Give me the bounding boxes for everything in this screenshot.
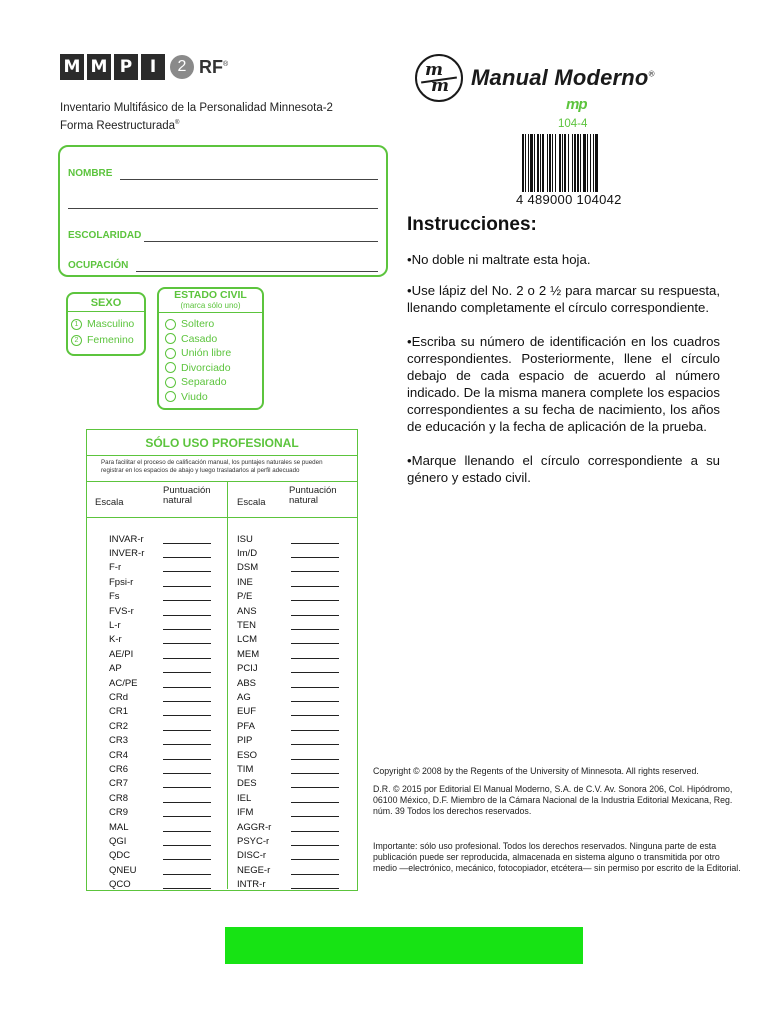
score-blank[interactable] [163, 880, 211, 889]
professional-use-note: Para facilitar el proceso de calificación manual, los puntajes naturales se pueden registrar en los espacios de abajo y luego trasladarlos al perfil adecuado [87, 456, 357, 482]
scale-row-right [237, 791, 339, 805]
scale-name: IEL [237, 792, 252, 804]
score-blank[interactable] [291, 851, 339, 860]
copyright-importante: Importante: sólo uso profesional. Todos los derechos reservados. Ninguna parte de esta publicación puede ser reproducida, almacenada en sistema alguno o transmitida por otro medio —electrónico, mecánico, fotocopiador, etcétera— sin permiso por escrito de la Editorial. [373, 841, 741, 873]
scale-row-left [109, 806, 211, 820]
score-blank[interactable] [163, 592, 211, 601]
score-blank[interactable] [291, 837, 339, 846]
scale-name: QGI [109, 836, 127, 848]
scale-name: L-r [109, 620, 121, 632]
score-blank[interactable] [163, 693, 211, 702]
scale-name: AP [109, 663, 122, 675]
score-blank[interactable] [291, 794, 339, 803]
scale-name: INTR-r [237, 879, 266, 891]
scale-row-left [109, 762, 211, 776]
score-blank[interactable] [163, 621, 211, 630]
scale-name: AC/PE [109, 677, 138, 689]
logo-number: 2 [170, 55, 194, 79]
scale-name: MEM [237, 648, 260, 660]
scale-row-right [237, 820, 339, 834]
score-blank[interactable] [291, 578, 339, 587]
scale-row-right [237, 748, 339, 762]
scale-row-left [109, 690, 211, 704]
score-blank[interactable] [291, 563, 339, 572]
ocupacion-label: OCUPACIÓN [68, 260, 129, 271]
scale-name: CR8 [109, 792, 129, 804]
scale-name: PSYC-r [237, 836, 270, 848]
scale-name: AG [237, 692, 251, 704]
scale-row-left [109, 863, 211, 877]
scale-name: AE/PI [109, 648, 134, 660]
score-blank[interactable] [291, 535, 339, 544]
logo-letter: I [141, 54, 165, 80]
manual-moderno-logo [415, 54, 655, 102]
scale-name: ESO [237, 749, 258, 761]
score-blank[interactable] [163, 578, 211, 587]
scale-name: Im/D [237, 548, 258, 560]
scale-row-left [109, 849, 211, 863]
score-blank[interactable] [291, 765, 339, 774]
scale-row-right [237, 762, 339, 776]
score-blank[interactable] [291, 736, 339, 745]
product-code: 104-4 [558, 118, 588, 130]
scale-name: LCM [237, 634, 258, 646]
civil-option-soltero[interactable] [165, 317, 262, 332]
scale-name: INVAR-r [109, 533, 144, 545]
scale-name: Fs [109, 591, 120, 603]
scale-row-left [109, 575, 211, 589]
scale-name: ANS [237, 605, 257, 617]
escolaridad-field[interactable] [144, 241, 378, 242]
col-puntuacion-left: Puntuación natural [163, 485, 211, 506]
nombre-field[interactable] [120, 179, 378, 180]
radio-circle-icon[interactable]: 2 [71, 335, 82, 346]
scale-name: DES [237, 778, 257, 790]
score-blank[interactable] [163, 679, 211, 688]
scale-row-right [237, 849, 339, 863]
scale-row-left [109, 633, 211, 647]
publisher-name: Manual Moderno® [471, 65, 655, 90]
civil-option-divorciado[interactable] [165, 361, 262, 376]
score-blank[interactable] [163, 549, 211, 558]
score-blank[interactable] [163, 751, 211, 760]
score-blank[interactable] [291, 664, 339, 673]
scale-row-left [109, 748, 211, 762]
scale-row-right [237, 863, 339, 877]
score-blank[interactable] [291, 693, 339, 702]
copyright-dr: D.R. © 2015 por Editorial El Manual Moderno, S.A. de C.V. Av. Sonora 206, Col. Hipódromo, 06100 México, D.F. Miembro de la Cámara Nacional de la Industria Editorial Mexicana, Reg. núm. 39 Todos los derechos reservados. [373, 784, 733, 816]
ocupacion-field[interactable] [136, 271, 378, 272]
logo-letter: M [87, 54, 111, 80]
scale-row-right [237, 719, 339, 733]
scale-name: CRd [109, 692, 129, 704]
radio-circle-icon[interactable] [165, 362, 176, 373]
scale-name: PIP [237, 735, 253, 747]
civil-option-viudo[interactable] [165, 390, 262, 405]
scale-row-left [109, 705, 211, 719]
score-blank[interactable] [163, 765, 211, 774]
form-title [60, 101, 333, 134]
option-label: Separado [181, 376, 227, 389]
form-title-line2: Forma Reestructurada® [60, 119, 180, 132]
score-blank[interactable] [163, 607, 211, 616]
score-blank[interactable] [163, 866, 211, 875]
scale-row-left [109, 618, 211, 632]
scale-row-left [109, 791, 211, 805]
col-escala-left: Escala [95, 497, 124, 508]
mmpi-2-rf-logo [60, 54, 228, 80]
sexo-title: SEXO [68, 297, 144, 312]
scale-row-left [109, 734, 211, 748]
option-label: Divorciado [181, 361, 231, 374]
scale-name: AGGR-r [237, 821, 272, 833]
score-blank[interactable] [163, 794, 211, 803]
civil-option-casado[interactable] [165, 332, 262, 347]
scale-row-left [109, 662, 211, 676]
scale-row-left [109, 604, 211, 618]
mm-monogram-icon: m m [415, 54, 463, 102]
score-blank[interactable] [291, 679, 339, 688]
score-blank[interactable] [291, 722, 339, 731]
scale-name: TIM [237, 764, 254, 776]
sexo-box [66, 292, 146, 356]
score-blank[interactable] [163, 707, 211, 716]
mp-mark: mp [566, 96, 587, 113]
score-blank[interactable] [291, 607, 339, 616]
col-puntuacion-right: Puntuación natural [289, 485, 337, 506]
radio-circle-icon[interactable] [165, 319, 176, 330]
scale-row-right [237, 647, 339, 661]
score-blank[interactable] [163, 563, 211, 572]
barcode-icon [520, 134, 642, 192]
scale-row-right [237, 590, 339, 604]
scale-row-left [109, 719, 211, 733]
scale-name: DISC-r [237, 850, 267, 862]
column-divider [227, 482, 228, 889]
scales-grid [87, 482, 357, 889]
estado-civil-subtitle: (marca sólo uno) [180, 301, 241, 310]
barcode-number: 4 489000 104042 [516, 192, 622, 207]
score-blank[interactable] [163, 635, 211, 644]
score-blank[interactable] [291, 549, 339, 558]
score-blank[interactable] [163, 851, 211, 860]
instruction-item: •No doble ni maltrate esta hoja. [407, 252, 591, 267]
radio-circle-icon[interactable]: 1 [71, 319, 82, 330]
scale-name: EUF [237, 706, 256, 718]
scale-name: Fpsi-r [109, 576, 134, 588]
score-blank[interactable] [291, 707, 339, 716]
scale-row-right [237, 777, 339, 791]
score-blank[interactable] [163, 650, 211, 659]
scale-row-left [109, 777, 211, 791]
option-label: Masculino [87, 318, 135, 330]
scale-name: CR7 [109, 778, 129, 790]
scale-name: P/E [237, 591, 253, 603]
civil-option-separado[interactable] [165, 375, 262, 390]
scale-name: QNEU [109, 864, 137, 876]
score-blank[interactable] [163, 736, 211, 745]
scale-name: INE [237, 576, 253, 588]
scale-row-left [109, 834, 211, 848]
scale-row-right [237, 705, 339, 719]
header-rule [87, 517, 357, 518]
scale-name: QDC [109, 850, 131, 862]
instruction-item: •Escriba su número de identificación en los cuadros correspondientes. Posteriormente, llene el círculo debajo de cada espacio de acuerdo al número indicado. De la misma manera complete los espacios correspondientes a su fecha de nacimiento, los años de educación y la fecha de aplicación de la prueba. [407, 334, 720, 434]
score-blank[interactable] [163, 535, 211, 544]
scale-row-left [109, 676, 211, 690]
form-title-line1: Inventario Multifásico de la Personalidad Minnesota-2 [60, 102, 333, 114]
civil-option-union-libre[interactable] [165, 346, 262, 361]
radio-circle-icon[interactable] [165, 391, 176, 402]
scale-row-right [237, 878, 339, 892]
scale-row-left [109, 878, 211, 892]
scale-row-left [109, 546, 211, 560]
scale-name: CR2 [109, 720, 129, 732]
professional-use-table [86, 429, 358, 891]
scale-row-left [109, 532, 211, 546]
score-blank[interactable] [291, 808, 339, 817]
personal-data-box [58, 145, 388, 277]
scale-name: QCO [109, 879, 131, 891]
score-blank[interactable] [291, 751, 339, 760]
option-label: Casado [181, 332, 218, 345]
scale-name: INVER-r [109, 548, 145, 560]
scale-name: CR3 [109, 735, 129, 747]
option-label: Viudo [181, 390, 208, 403]
scale-row-right [237, 604, 339, 618]
score-blank[interactable] [163, 808, 211, 817]
radio-circle-icon[interactable] [165, 333, 176, 344]
scale-name: F-r [109, 562, 122, 574]
scale-name: MAL [109, 821, 129, 833]
scale-row-right [237, 834, 339, 848]
scale-row-left [109, 561, 211, 575]
option-label: Femenino [87, 334, 134, 346]
scale-name: PCIJ [237, 663, 258, 675]
score-blank[interactable] [291, 635, 339, 644]
scale-name: CR1 [109, 706, 129, 718]
score-blank[interactable] [163, 722, 211, 731]
escolaridad-label: ESCOLARIDAD [68, 230, 142, 241]
radio-circle-icon[interactable] [165, 348, 176, 359]
instruction-item: •Use lápiz del No. 2 o 2 ½ para marcar su respuesta, llenando completamente el círculo correspondiente. [407, 283, 720, 315]
scale-row-right [237, 532, 339, 546]
scale-row-right [237, 676, 339, 690]
scale-name: DSM [237, 562, 259, 574]
scale-name: TEN [237, 620, 256, 632]
instruction-item: •Marque llenando el círculo correspondiente a su género y estado civil. [407, 453, 720, 485]
option-label: Soltero [181, 318, 215, 331]
scale-row-right [237, 633, 339, 647]
score-blank[interactable] [291, 650, 339, 659]
scale-row-right [237, 690, 339, 704]
col-escala-right: Escala [237, 497, 266, 508]
score-blank[interactable] [291, 779, 339, 788]
scale-row-right [237, 546, 339, 560]
nombre-label: NOMBRE [68, 168, 113, 179]
scale-row-left [109, 820, 211, 834]
logo-letter: P [114, 54, 138, 80]
scale-name: K-r [109, 634, 122, 646]
scale-name: CR4 [109, 749, 129, 761]
scale-name: FVS-r [109, 605, 134, 617]
scale-row-right [237, 575, 339, 589]
nombre-field-line2[interactable] [68, 208, 378, 209]
logo-suffix: RF® [199, 56, 229, 77]
logo-letter: M [60, 54, 84, 80]
scale-row-right [237, 806, 339, 820]
scale-row-right [237, 734, 339, 748]
scale-row-right [237, 618, 339, 632]
copyright-line: Copyright © 2008 by the Regents of the University of Minnesota. All rights reserved. [373, 766, 699, 776]
scale-name: CR6 [109, 764, 129, 776]
option-label: Unión libre [181, 347, 232, 360]
scale-name: ISU [237, 533, 253, 545]
professional-use-title: SÓLO USO PROFESIONAL [87, 430, 357, 456]
scale-row-left [109, 590, 211, 604]
green-bar [225, 927, 583, 964]
scale-row-right [237, 662, 339, 676]
score-blank[interactable] [163, 664, 211, 673]
scale-row-left [109, 647, 211, 661]
sexo-option-masculino[interactable] [71, 316, 144, 332]
score-blank[interactable] [291, 621, 339, 630]
score-blank[interactable] [291, 880, 339, 889]
scale-name: ABS [237, 677, 257, 689]
scale-row-right [237, 561, 339, 575]
scale-name: NEGE-r [237, 864, 271, 876]
scale-name: CR9 [109, 807, 129, 819]
sexo-option-femenino[interactable] [71, 332, 144, 348]
estado-civil-title: ESTADO CIVIL [174, 289, 247, 301]
score-blank[interactable] [163, 823, 211, 832]
score-blank[interactable] [291, 823, 339, 832]
score-blank[interactable] [291, 866, 339, 875]
instructions-title: Instrucciones: [407, 214, 537, 235]
scale-name: IFM [237, 807, 254, 819]
score-blank[interactable] [291, 592, 339, 601]
radio-circle-icon[interactable] [165, 377, 176, 388]
scale-name: PFA [237, 720, 255, 732]
estado-civil-box [157, 287, 264, 410]
score-blank[interactable] [163, 837, 211, 846]
score-blank[interactable] [163, 779, 211, 788]
